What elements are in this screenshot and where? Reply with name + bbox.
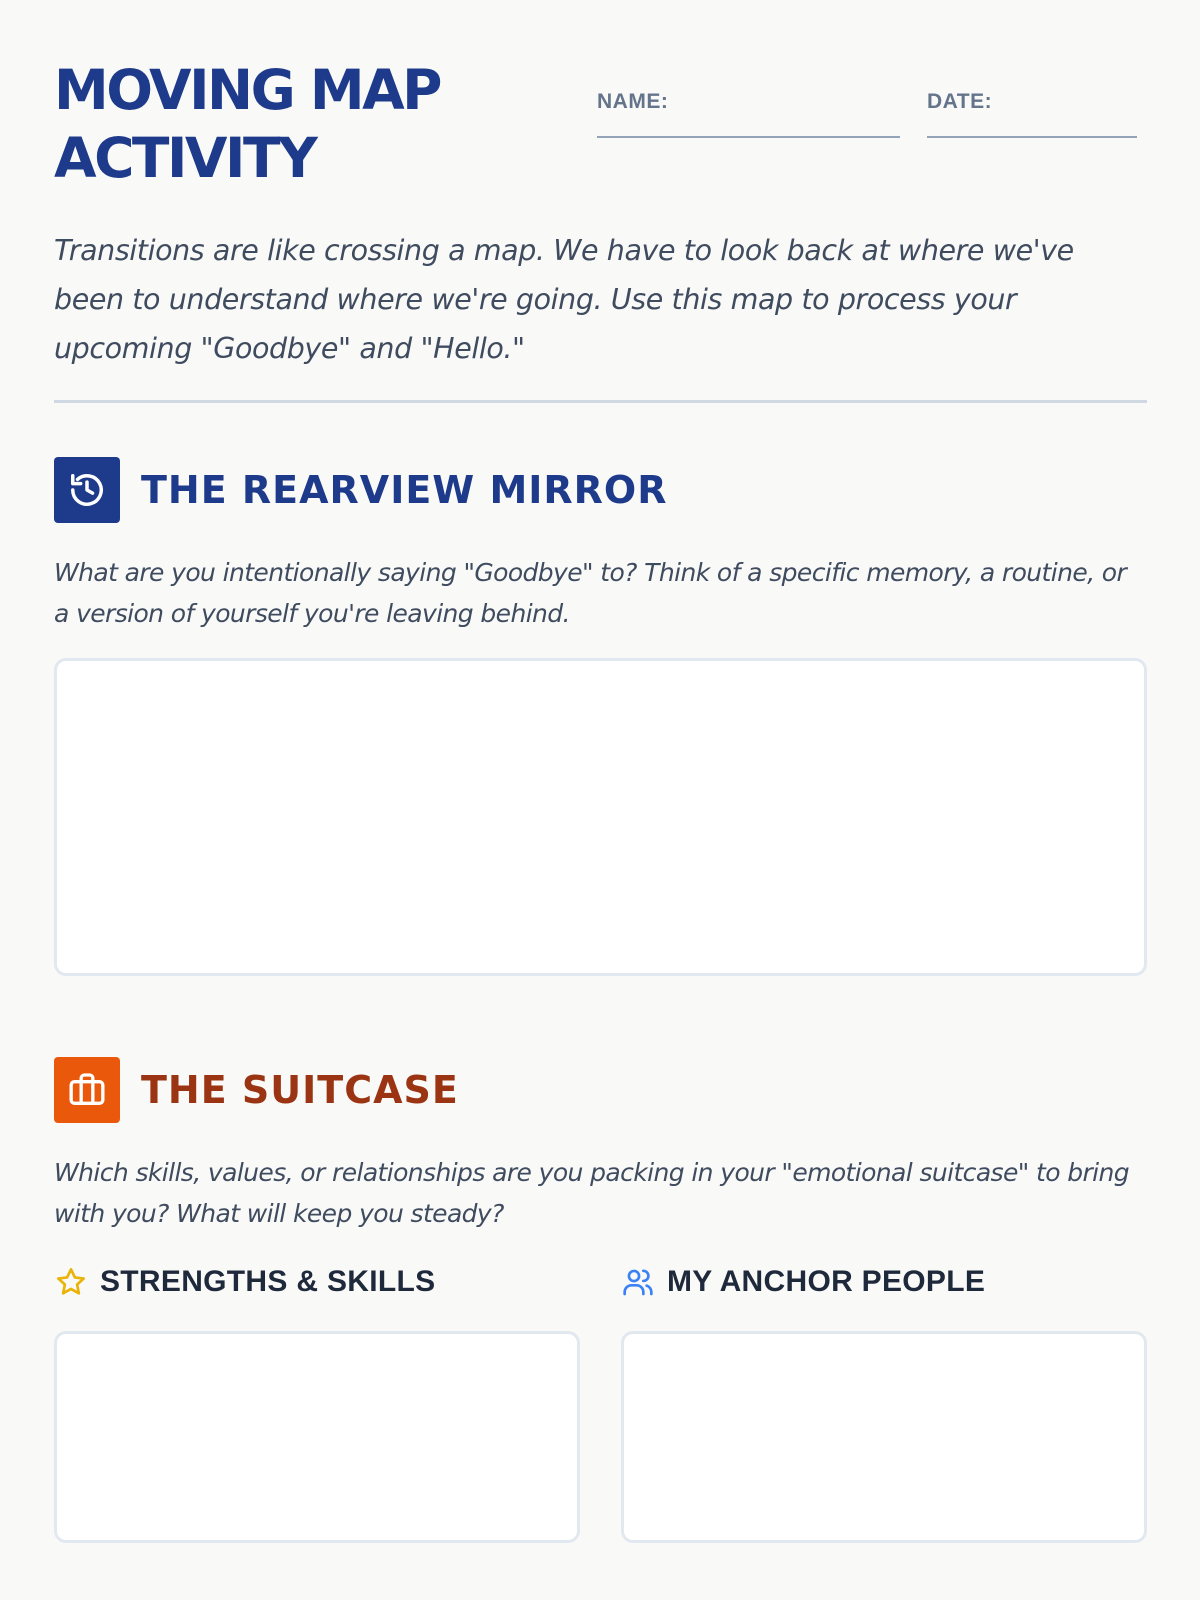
anchor-people-label: MY ANCHOR PEOPLE: [667, 1265, 986, 1298]
name-field[interactable]: [597, 90, 900, 138]
anchor-people-header: [621, 1262, 985, 1302]
rearview-prompt: What are you intentionally saying "Goodbye" to? Think of a specific memory, a routine, or a version of yourself you're leaving behind.: [54, 558, 1127, 628]
history-clock-icon: [54, 457, 120, 523]
suitcase-section-header: [54, 1057, 459, 1123]
intro-text: Transitions are like crossing a map. We have to look back at where we've been to understand where we're going. Use this map to process your upcoming "Goodbye" and "Hello.": [54, 234, 1074, 365]
worksheet-title: MOVING MAP ACTIVITY: [54, 58, 440, 190]
rearview-response-box[interactable]: [54, 658, 1147, 976]
suitcase-prompt: Which skills, values, or relationships are you packing in your "emotional suitcase" to bring with you? What will keep you steady?: [54, 1158, 1130, 1228]
strengths-label: STRENGTHS & SKILLS: [100, 1265, 436, 1298]
suitcase-title: THE SUITCASE: [141, 1068, 459, 1112]
anchor-people-response-box[interactable]: [621, 1331, 1147, 1543]
name-line: [597, 136, 900, 138]
rearview-section-header: [54, 457, 668, 523]
rearview-title: THE REARVIEW MIRROR: [141, 468, 668, 512]
strengths-response-box[interactable]: [54, 1331, 580, 1543]
name-label: NAME:: [597, 90, 669, 113]
date-label: DATE:: [927, 90, 993, 113]
briefcase-icon: [54, 1057, 120, 1123]
users-icon: [621, 1265, 655, 1299]
divider: [54, 400, 1147, 403]
date-field[interactable]: [927, 90, 1137, 138]
date-line: [927, 136, 1137, 138]
star-icon: [54, 1265, 88, 1299]
strengths-header: [54, 1262, 435, 1302]
